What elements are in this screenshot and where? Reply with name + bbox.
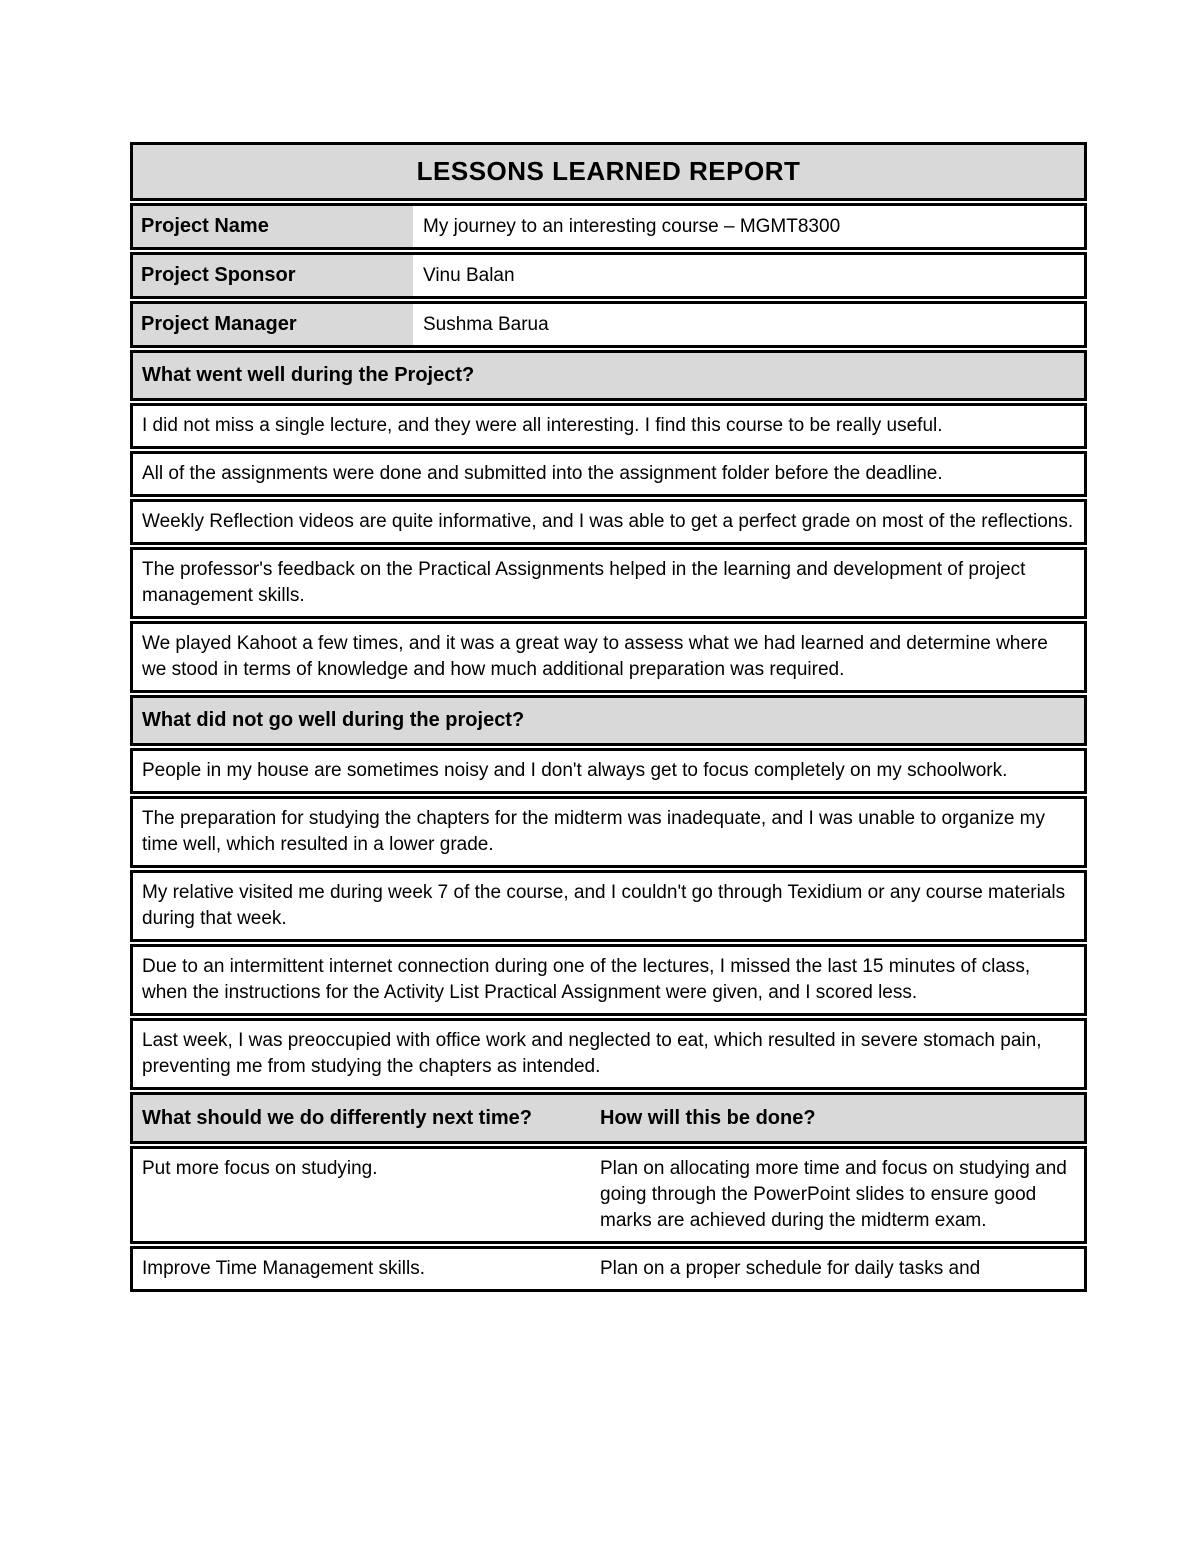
not-well-item: My relative visited me during week 7 of the course, and I couldn't go through Texidium or any course materials during that week. (130, 870, 1087, 942)
section-header-went-well: What went well during the Project? (130, 350, 1087, 401)
info-row-project-name (130, 203, 1087, 250)
differently-how: Plan on a proper schedule for daily tasks and (600, 1258, 981, 1279)
differently-header-right: How will this be done? (600, 1106, 816, 1129)
went-well-item: I did not miss a single lecture, and they were all interesting. I find this course to be really useful. (130, 403, 1087, 449)
report-title: LESSONS LEARNED REPORT (130, 142, 1087, 201)
differently-row (130, 1146, 1087, 1244)
info-row-project-manager (130, 301, 1087, 348)
project-manager-label: Project Manager (133, 304, 413, 345)
project-name-label: Project Name (133, 206, 413, 247)
project-sponsor-value: Vinu Balan (423, 264, 515, 286)
section-header-differently (130, 1092, 1087, 1144)
went-well-item: Weekly Reflection videos are quite informative, and I was able to get a perfect grade on most of the reflections. (130, 499, 1087, 545)
went-well-item: All of the assignments were done and submitted into the assignment folder before the deadline. (130, 451, 1087, 497)
project-manager-value: Sushma Barua (423, 313, 549, 335)
project-name-value: My journey to an interesting course – MGMT8300 (423, 215, 841, 237)
differently-header-left: What should we do differently next time? (142, 1107, 533, 1129)
went-well-item: The professor's feedback on the Practical Assignments helped in the learning and development of project management skills. (130, 547, 1087, 619)
section-header-not-well: What did not go well during the project? (130, 695, 1087, 746)
differently-action: Improve Time Management skills. (142, 1258, 425, 1279)
differently-row (130, 1246, 1087, 1292)
not-well-item: Due to an intermittent internet connection during one of the lectures, I missed the last 15 minutes of class, when the instructions for the Activity List Practical Assignment were given, and I scored less. (130, 944, 1087, 1016)
info-row-project-sponsor (130, 252, 1087, 299)
not-well-item: People in my house are sometimes noisy and I don't always get to focus completely on my schoolwork. (130, 748, 1087, 794)
project-sponsor-label: Project Sponsor (133, 255, 413, 296)
differently-action: Put more focus on studying. (142, 1158, 378, 1179)
differently-how: Plan on allocating more time and focus on studying and going through the PowerPoint slides to ensure good marks are achieved during the midterm exam. (600, 1158, 1067, 1231)
not-well-item: Last week, I was preoccupied with office work and neglected to eat, which resulted in severe stomach pain, preventing me from studying the chapters as intended. (130, 1018, 1087, 1090)
lessons-learned-report-table (130, 142, 1087, 1294)
not-well-item: The preparation for studying the chapters for the midterm was inadequate, and I was unable to organize my time well, which resulted in a lower grade. (130, 796, 1087, 868)
went-well-item: We played Kahoot a few times, and it was a great way to assess what we had learned and determine where we stood in terms of knowledge and how much additional preparation was required. (130, 621, 1087, 693)
